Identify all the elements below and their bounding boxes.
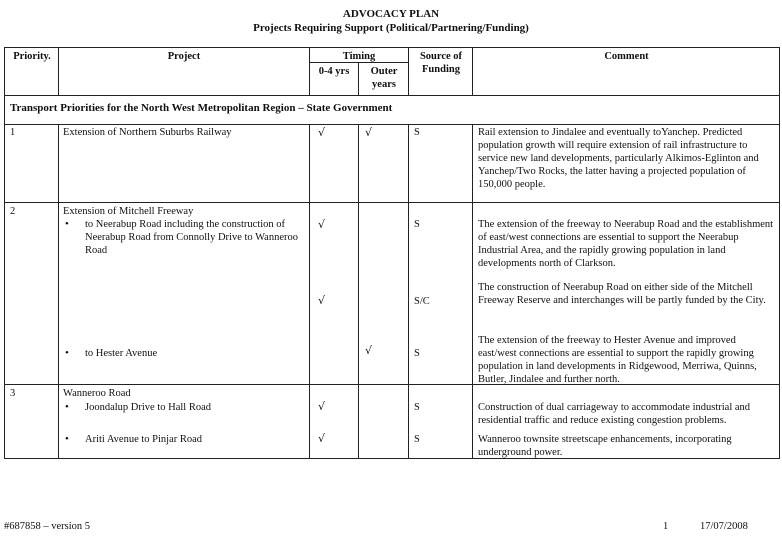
header-timing-outer: Outer years (370, 66, 398, 90)
row2-sub3-text: to Hester Avenue (85, 348, 158, 359)
col-source-line (472, 47, 473, 96)
row1-project: Extension of Northern Suburbs Railway (63, 127, 232, 138)
table-border-left (4, 47, 5, 459)
row3-sub1-comment: Construction of dual carriageway to accommodate industrial and residential traffic and reduce existing congestion problems. (478, 402, 751, 426)
footer-doc-id: #687858 – version 5 (4, 521, 91, 532)
col-priority-line (58, 47, 59, 96)
row1-source: S (414, 127, 420, 138)
row2-sub1-tick-near: √ (318, 218, 326, 231)
col-source-line (472, 124, 473, 459)
col-priority-line (58, 124, 59, 459)
row2-sub3-tick-outer: √ (365, 344, 373, 357)
row1-tick-near: √ (318, 126, 326, 139)
col-project-line (309, 124, 310, 459)
row3-sub1-bullet: • (65, 401, 69, 413)
document-title: ADVOCACY PLAN (342, 8, 440, 20)
row2-sub2-tick-near: √ (318, 294, 326, 307)
row3-sub2-bullet: • (65, 433, 69, 445)
row2-sub2-comment: The construction of Neerabup Road on either side of the Mitchell Freeway Reserve and interchanges will be partly funded by the City. (478, 282, 766, 306)
row1-comment: Rail extension to Jindalee and eventually toYanchep. Predicted population growth will require extension of rail infrastructure to service new land developments, particularly Alkimos-Eglinton and Yanchep/Two Rocks, the latter having a projected population of 150,000 people. (478, 127, 759, 190)
header-comment: Comment (604, 51, 649, 62)
row2-sub3-bullet: • (65, 347, 69, 359)
row3-sub2-source: S (414, 434, 420, 445)
row2-sub3-source: S (414, 348, 420, 359)
row1-priority: 1 (10, 127, 16, 138)
row3-project: Wanneroo Road (63, 388, 131, 399)
row2-priority: 2 (10, 206, 16, 217)
table-border-top (4, 47, 780, 48)
advocacy-table (4, 47, 780, 458)
col-timing-outer-line (408, 47, 409, 96)
row2-sub1-text: to Neerabup Road including the construction of Neerabup Road from Connolly Drive to Wanneroo Road (85, 219, 298, 256)
row2-project: Extension of Mitchell Freeway (63, 206, 194, 217)
col-timing-near-line (358, 124, 359, 459)
header-bottom-line (4, 95, 780, 96)
section-heading: Transport Priorities for the North West Metropolitan Region – State Government (10, 102, 393, 114)
row3-sub2-text: Ariti Avenue to Pinjar Road (85, 434, 203, 445)
row2-sub1-comment: The extension of the freeway to Neerabup Road and the establishment of east/west connections are essential to support the Neerabup Industrial Area, and the rapidly growing population in land developments north of Clarkson. (478, 219, 774, 269)
header-source: Source of Funding (419, 51, 463, 75)
row3-sub1-text: Joondalup Drive to Hall Road (85, 402, 211, 413)
row2-sub2-source: S/C (414, 296, 430, 307)
row3-sub1-tick-near: √ (318, 400, 326, 413)
row3-priority: 3 (10, 388, 16, 399)
header-priority: Priority. (13, 51, 51, 62)
row3-sub2-tick-near: √ (318, 432, 326, 445)
footer-date: 17/07/2008 (700, 521, 748, 532)
document-subtitle: Projects Requiring Support (Political/Partnering/Funding) (253, 22, 529, 34)
header-project: Project (167, 51, 201, 62)
row3-sub2-comment: Wanneroo townsite streetscape enhancements, incorporating underground power. (478, 434, 732, 458)
header-timing-near: 0-4 yrs (318, 66, 350, 77)
row2-sub1-source: S (414, 219, 420, 230)
row1-tick-outer: √ (365, 126, 373, 139)
row3-sub1-source: S (414, 402, 420, 413)
table-border-right (779, 47, 780, 459)
col-timing-outer-line (408, 124, 409, 459)
row1-bottom-line (4, 202, 780, 203)
col-timing-near-line (358, 62, 359, 96)
section-bottom-line (4, 124, 780, 125)
row2-sub3-comment: The extension of the freeway to Hester Avenue and improved east/west connections are essential to support the rapidly growing population in land developments in Ridgewood, Merriwa, Quinns, Butler, Jindalee and further north. (478, 335, 757, 385)
header-timing: Timing (342, 51, 376, 62)
row2-sub1-bullet: • (65, 218, 69, 230)
footer-page-number: 1 (663, 521, 669, 532)
